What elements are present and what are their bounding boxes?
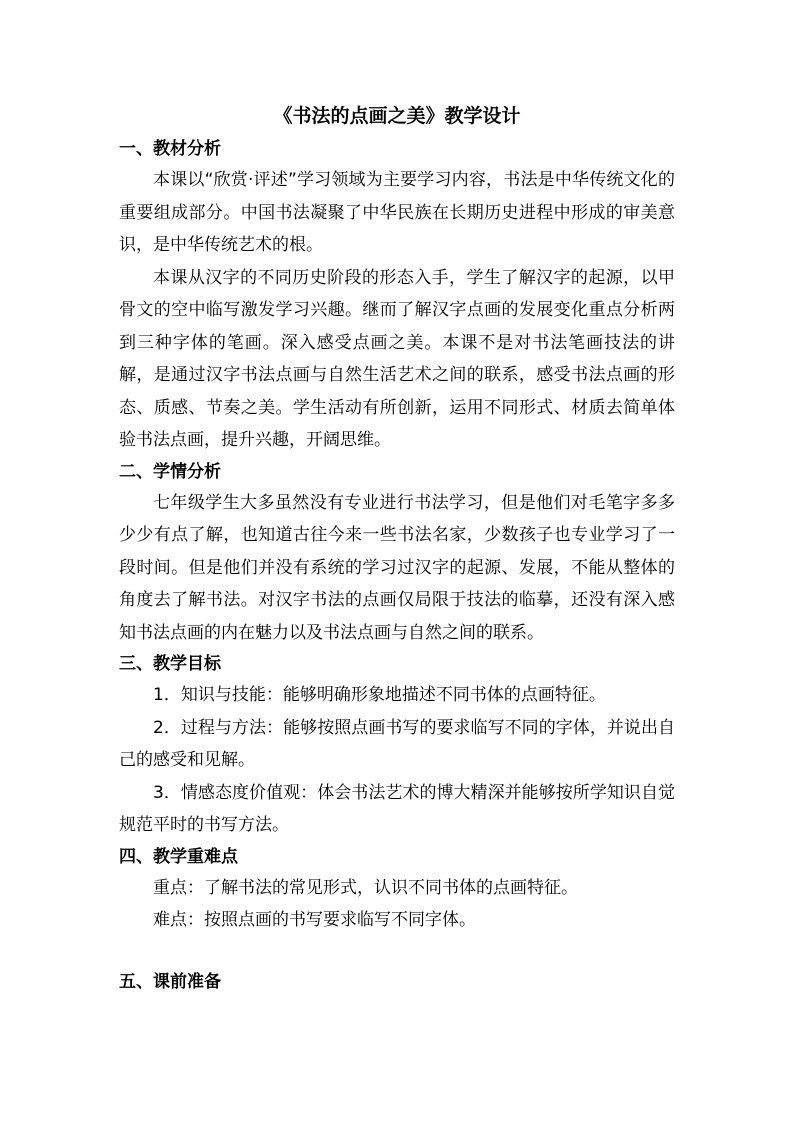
paragraph: 难点：按照点画的书写要求临写不同字体。 — [153, 910, 476, 930]
section-heading-textbook-analysis: 一、教材分析 — [119, 139, 221, 159]
paragraph: 1．知识与技能：能够明确形象地描述不同书体的点画特征。 — [153, 685, 606, 705]
document-title: 《书法的点画之美》教学设计 — [273, 105, 521, 127]
section-heading-student-analysis: 二、学情分析 — [119, 461, 221, 482]
paragraph: 2．过程与方法：能够按照点画书写的要求临写不同的字体，并说出自己的感受和见解。 — [119, 717, 675, 770]
section-heading-key-difficult-points: 四、教学重难点 — [119, 846, 238, 867]
paragraph: 本课以“欣赏·评述”学习领域为主要学习内容，书法是中华传统文化的重要组成部分。中国书法凝聚了中华民族在长期历史进程中形成的审美意识，是中华传统艺术的根。 — [119, 170, 675, 255]
paragraph: 重点：了解书法的常见形式，认识不同书体的点画特征。 — [153, 877, 578, 898]
section-heading-teaching-goals: 三、教学目标 — [119, 654, 221, 674]
section-heading-preparation: 五、课前准备 — [119, 971, 221, 992]
paragraph: 3．情感态度价值观：体会书法艺术的博大精深并能够按所学知识自觉规范平时的书写方法。 — [119, 782, 675, 835]
blank-line — [119, 937, 675, 967]
paragraph: 七年级学生大多虽然没有专业进行书法学习，但是他们对毛笔字多多少少有点了解，也知道古往今来一些书法名家，少数孩子也专业学习了一段时间。但是他们并没有系统的学习过汉字的起源、发展，不能从整体的角度去了解书法。对汉字书法的点画仅局限于技法的临摹，还没有深入感知书法点画的内在魅力以及书法点画与自然之间的联系。 — [119, 492, 675, 643]
paragraph: 本课从汉字的不同历史阶段的形态入手，学生了解汉字的起源，以甲骨文的空中临写激发学习兴趣。继而了解汉字点画的发展变化重点分析两到三种字体的笔画。深入感受点画之美。本课不是对书法笔画技法的讲解，是通过汉字书法点画与自然生活艺术之间的联系，感受书法点画的形态、质感、节奏之美。学生活动有所创新，运用不同形式、材质去简单体验书法点画，提升兴趣，开阔思维。 — [119, 267, 675, 450]
document-body — [119, 104, 675, 997]
